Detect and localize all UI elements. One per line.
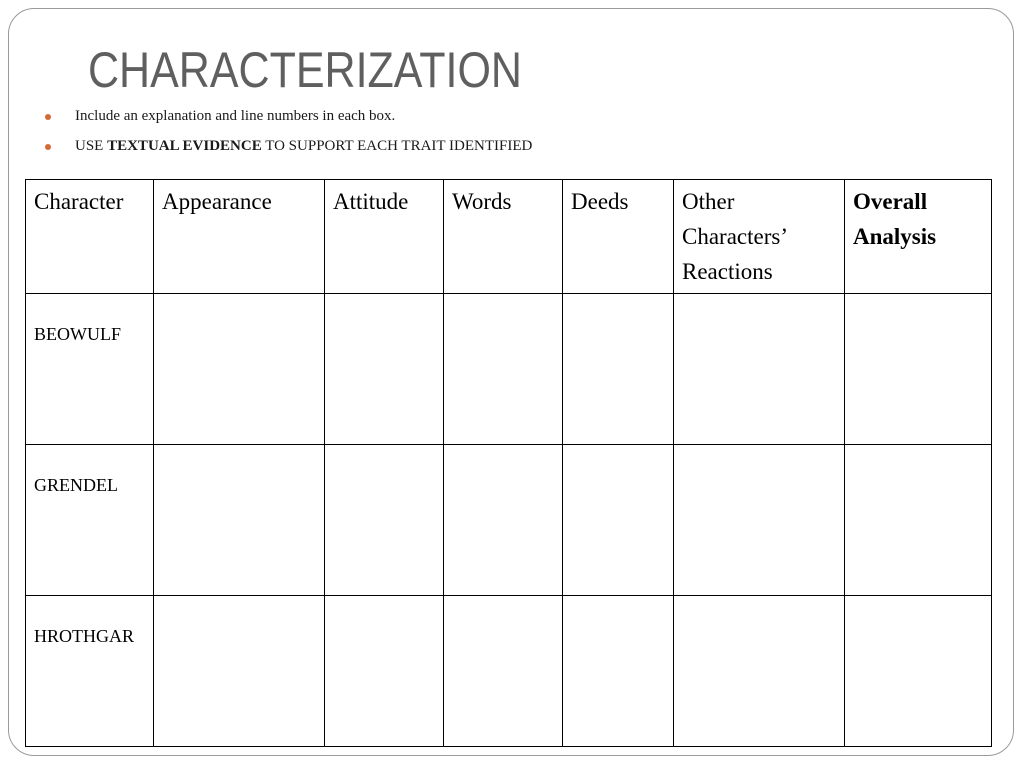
row-label-hrothgar: HROTHGAR: [26, 596, 154, 747]
header-attitude: Attitude: [325, 180, 444, 294]
table-cell[interactable]: [563, 445, 674, 596]
instruction-list: [40, 108, 532, 155]
header-row: [26, 180, 992, 294]
row-label-beowulf: BEOWULF: [26, 294, 154, 445]
table-cell[interactable]: [845, 596, 992, 747]
table-cell[interactable]: [325, 294, 444, 445]
table-cell[interactable]: [325, 445, 444, 596]
table-cell[interactable]: [444, 294, 563, 445]
instruction-item: [40, 108, 532, 125]
table-cell[interactable]: [325, 596, 444, 747]
header-character: Character: [26, 180, 154, 294]
header-overall-analysis: Overall Analysis: [845, 180, 992, 294]
instruction-suffix: TO SUPPORT EACH TRAIT IDENTIFIED: [261, 138, 533, 154]
table-cell[interactable]: [845, 294, 992, 445]
table-cell[interactable]: [674, 294, 845, 445]
header-other-reactions: Other Characters’ Reactions: [674, 180, 845, 294]
row-label-grendel: GRENDEL: [26, 445, 154, 596]
table-cell[interactable]: [674, 596, 845, 747]
instruction-item: [40, 138, 532, 155]
table-cell[interactable]: [845, 445, 992, 596]
bullet-dot-icon: [45, 114, 51, 120]
table-cell[interactable]: [563, 596, 674, 747]
table-cell[interactable]: [154, 445, 325, 596]
instruction-prefix: USE: [75, 138, 108, 154]
instruction-emphasis: TEXTUAL EVIDENCE: [107, 138, 262, 154]
header-deeds: Deeds: [563, 180, 674, 294]
header-appearance: Appearance: [154, 180, 325, 294]
table-row: [26, 445, 992, 596]
instruction-text: Include an explanation and line numbers in each box.: [75, 108, 396, 124]
slide-title: CHARACTERIZATION: [88, 42, 522, 98]
table-cell[interactable]: [563, 294, 674, 445]
characterization-table: [25, 179, 992, 747]
table-row: [26, 294, 992, 445]
table-cell[interactable]: [154, 294, 325, 445]
table-row: [26, 596, 992, 747]
table-cell[interactable]: [154, 596, 325, 747]
table-cell[interactable]: [444, 596, 563, 747]
header-words: Words: [444, 180, 563, 294]
bullet-dot-icon: [45, 144, 51, 150]
table-cell[interactable]: [444, 445, 563, 596]
table-cell[interactable]: [674, 445, 845, 596]
